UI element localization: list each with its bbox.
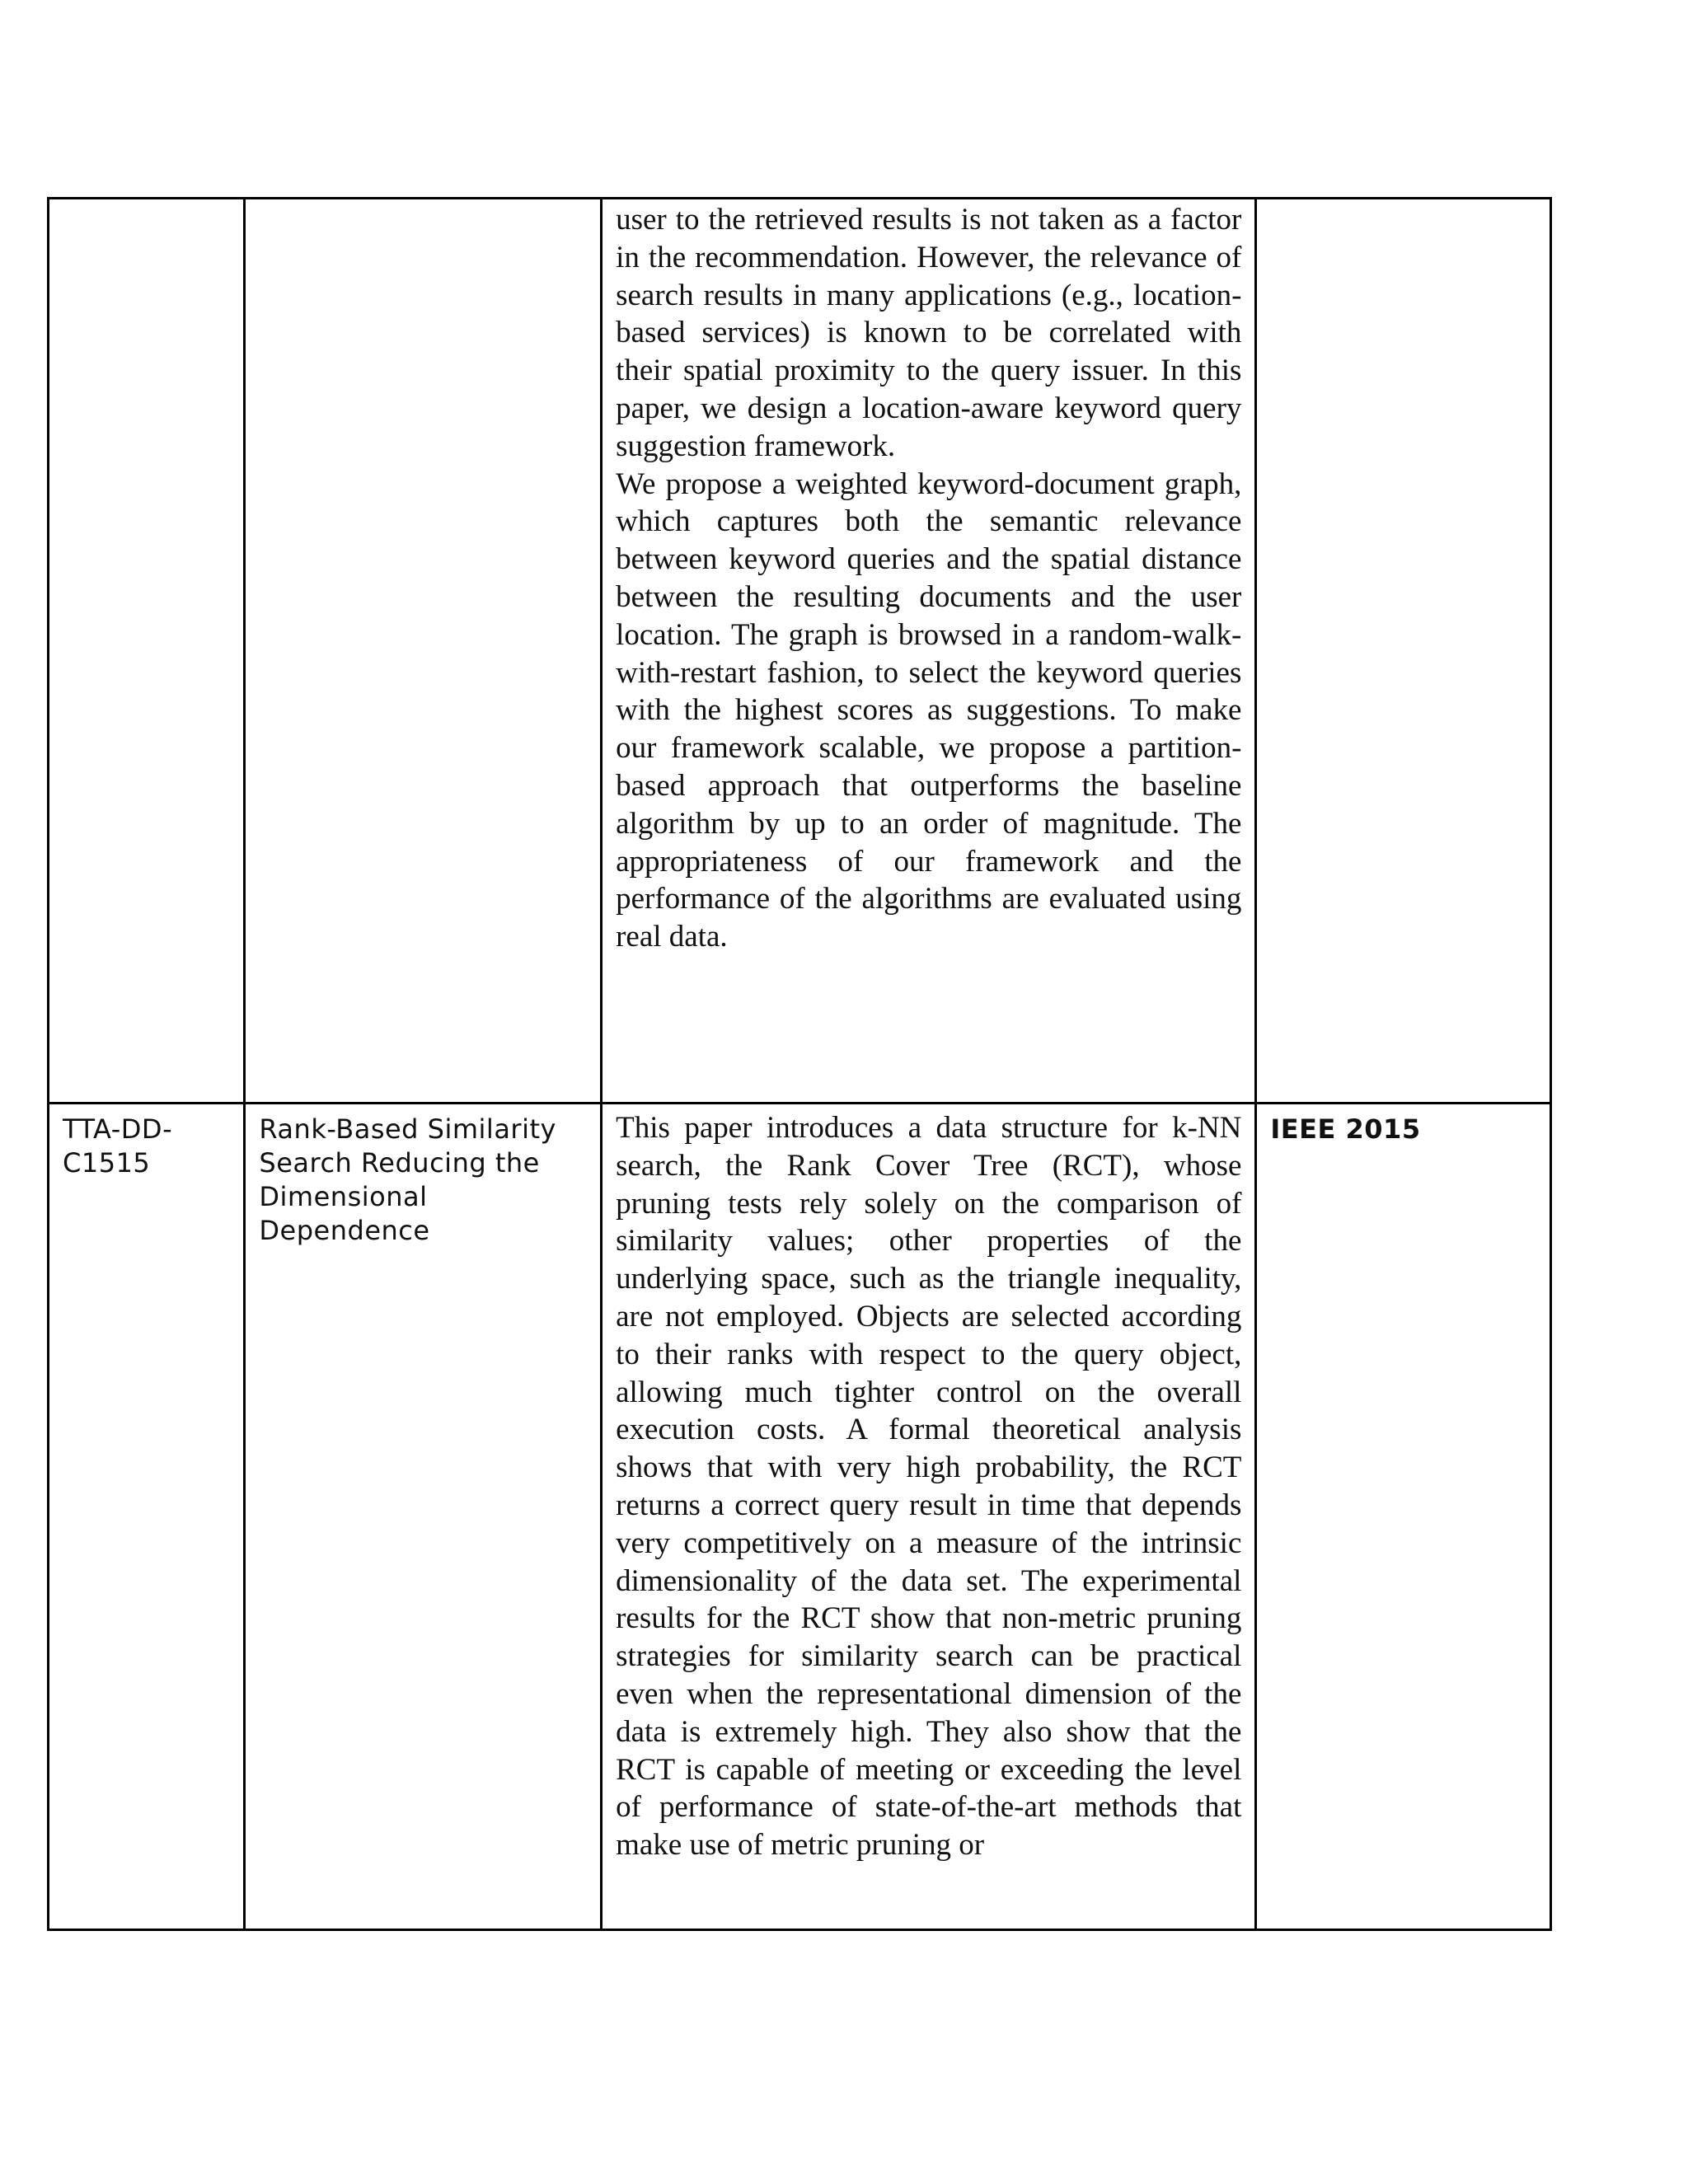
- title-cell: [245, 199, 602, 1104]
- abstract-text: [603, 1104, 1254, 1864]
- abstract-text: [603, 199, 1254, 956]
- project-title: Rank-Based Similarity Search Reducing the Dimensional Dependence: [259, 1113, 556, 1246]
- title-cell: [245, 1104, 602, 1930]
- table-row: [49, 1104, 1551, 1930]
- abstract-cell: [602, 1104, 1256, 1930]
- project-title: [246, 199, 600, 208]
- project-table: [47, 197, 1552, 1931]
- abstract-cell: [602, 199, 1256, 1104]
- publication-cell: [1256, 1104, 1551, 1930]
- abstract-paragraph: We propose a weighted keyword-document graph, which captures both the semantic relevance between keyword queries and the spatial distance between the resulting documents and the user location. The graph is browsed in a random-walk-with-restart fashion, to select the keyword queries with the highest scores as suggestions. To make our framework scalable, we propose a partition-based approach that outperforms the baseline algorithm by up to an order of magnitude. The appropriateness of our framework and the performance of the algorithms are evaluated using real data.: [616, 466, 1242, 954]
- table-row: [49, 199, 1551, 1104]
- project-id: [49, 199, 243, 208]
- project-id: TTA-DD-C1515: [63, 1113, 173, 1179]
- abstract-paragraph: user to the retrieved results is not taken as a factor in the recommendation. However, the relevance of search results in many applications (e.g., location-based services) is known to be correlated with their spatial proximity to the query issuer. In this paper, we design a location-aware keyword query suggestion framework.: [616, 203, 1242, 463]
- project-id-cell: [49, 199, 245, 1104]
- publication-cell: [1256, 199, 1551, 1104]
- project-id-cell: [49, 1104, 245, 1930]
- abstract-paragraph: This paper introduces a data structure for k-NN search, the Rank Cover Tree (RCT), whose pruning tests rely solely on the comparison of similarity values; other properties of the underlying space, such as the triangle inequality, are not employed. Objects are selected according to their ranks with respect to the query object, allowing much tighter control on the overall execution costs. A formal theoretical analysis shows that with very high probability, the RCT returns a correct query result in time that depends very competitively on a measure of the intrinsic dimensionality of the data set. The experimental results for the RCT show that non-metric pruning strategies for similarity search can be practical even when the representational dimension of the data is extremely high. They also show that the RCT is capable of meeting or exceeding the level of performance of state-of-the-art methods that make use of metric pruning or: [616, 1111, 1242, 1863]
- publication-label: [1257, 199, 1550, 208]
- publication-label: IEEE 2015: [1270, 1113, 1421, 1145]
